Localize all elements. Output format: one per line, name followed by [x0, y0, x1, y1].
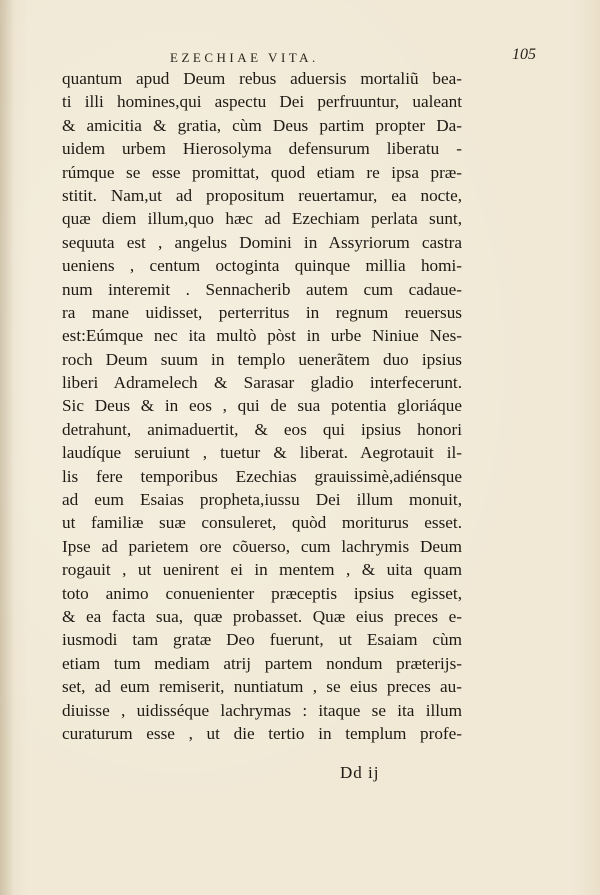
text-line: stitit. Nam,ut ad propositum reuertamur, ea nocte,: [62, 185, 462, 205]
text-line: uidem urbem Hierosolyma defensurum liberatu -: [62, 139, 462, 159]
signature-mark: Dd ij: [340, 763, 380, 782]
text-line: rogauit , ut uenirent ei in mentem , & uita quam: [62, 560, 462, 580]
gutter-shadow: [0, 0, 14, 895]
body-text: [62, 67, 462, 745]
text-line: set, ad eum remiserit, nuntiatum , se eius preces au-: [62, 677, 462, 697]
text-line: est:Eúmque nec ita multò pòst in urbe Niniue Nes-: [62, 326, 462, 346]
text-line: ueniens , centum octoginta quinque millia homi-: [62, 256, 462, 276]
text-line: sequuta est , angelus Domini in Assyriorum castra: [62, 232, 462, 252]
text-line: toto animo conuenienter præceptis ipsius egisset,: [62, 583, 462, 603]
text-line: etiam tum mediam atrij partem nondum præterijs-: [62, 653, 462, 673]
text-line: num interemit . Sennacherib autem cum cadaue-: [62, 279, 462, 299]
page-number: 105: [512, 46, 536, 63]
text-line: rúmque se esse promittat, quod etiam re ipsa præ-: [62, 162, 462, 182]
text-line: detrahunt, animaduertit, & eos qui ipsius honori: [62, 419, 462, 439]
text-line: ad eum Esaias propheta,iussu Dei illum monuit,: [62, 490, 462, 510]
text-line: ti illi homines,qui aspectu Dei perfruuntur, ualeant: [62, 92, 462, 112]
text-line: & ea facta sua, quæ probasset. Quæ eius preces e-: [62, 606, 462, 626]
text-line: curaturum esse , ut die tertio in templum profe-: [62, 723, 462, 743]
text-line: roch Deum suum in templo uenerãtem duo ipsius: [62, 349, 462, 369]
text-line: Sic Deus & in eos , qui de sua potentia gloriáque: [62, 396, 462, 416]
text-line: ra mane uidisset, perterritus in regnum reuersus: [62, 302, 462, 322]
text-line: iusmodi tam gratæ Deo fuerunt, ut Esaiam cùm: [62, 630, 462, 650]
text-line: lis fere temporibus Ezechias grauissimè,adiénsque: [62, 466, 462, 486]
text-line: quæ diem illum,quo hæc ad Ezechiam perlata sunt,: [62, 209, 462, 229]
text-line: diuisse , uidisséque lachrymas : itaque se ita illum: [62, 700, 462, 720]
text-line: liberi Adramelech & Sarasar gladio interfecerunt.: [62, 373, 462, 393]
text-line: laudíque seruiunt , tuetur & liberat. Aegrotauit il-: [62, 443, 462, 463]
text-line: Ipse ad parietem ore cõuerso, cum lachrymis Deum: [62, 536, 462, 556]
text-line: & amicitia & gratia, cùm Deus partim propter Da-: [62, 115, 462, 135]
text-line: ut familiæ suæ consuleret, quòd moriturus esset.: [62, 513, 462, 533]
text-line: quantum apud Deum rebus aduersis mortaliũ bea-: [62, 69, 462, 88]
running-head: EZECHIAE VITA.: [170, 50, 319, 65]
